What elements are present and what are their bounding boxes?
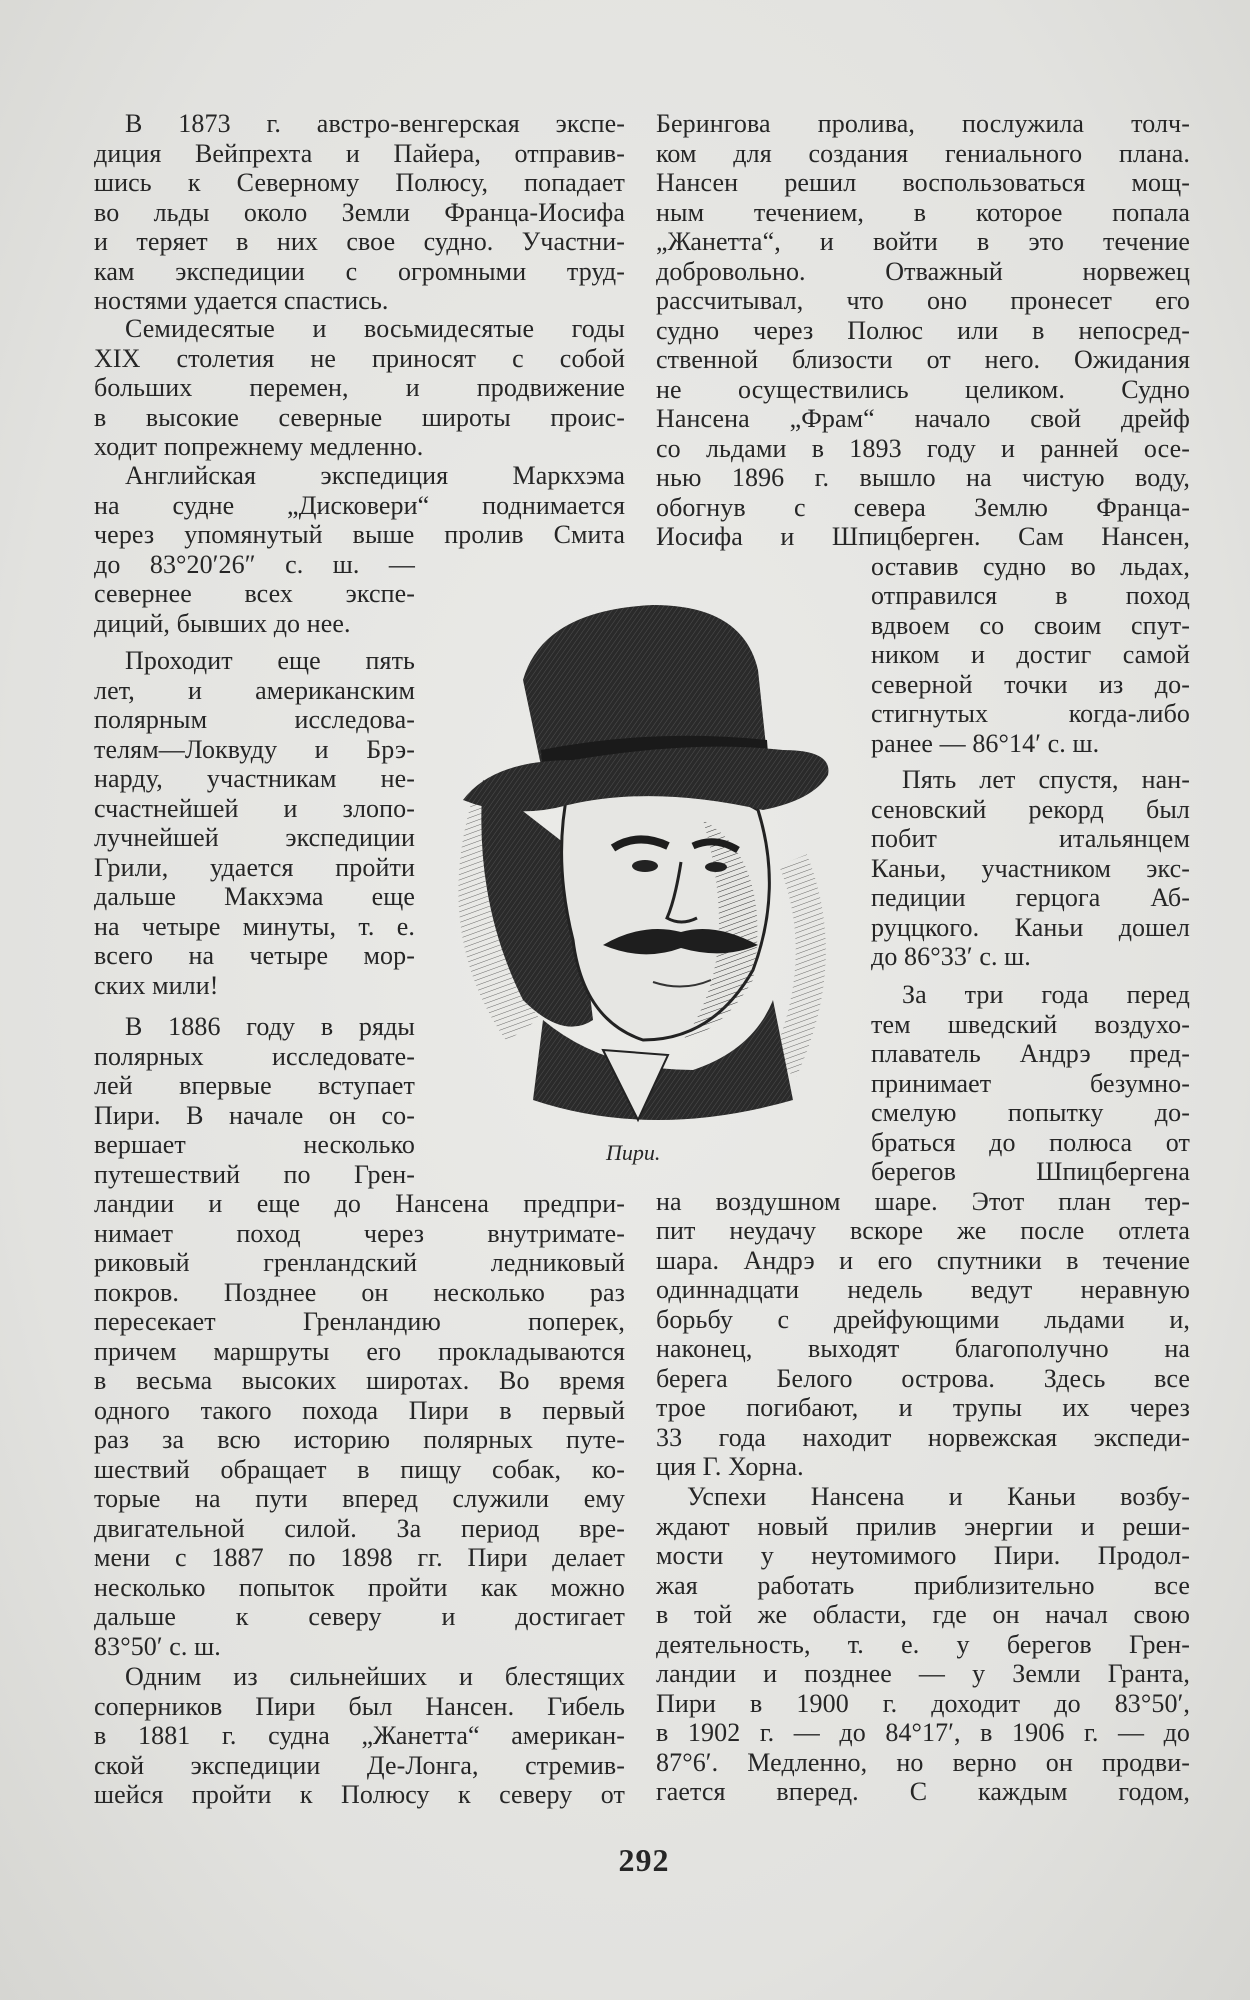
text-line: полярным исследова-	[94, 705, 415, 734]
text-line: В 1886 году в ряды	[125, 1012, 415, 1041]
text-line: диция Вейпрехта и Пайера, отправив-	[94, 138, 625, 168]
text-line: на четыре минуты, т. е.	[94, 911, 415, 941]
text-line: ждают новый прилив энергии и реши-	[656, 1511, 1190, 1541]
text-line: ходит попрежнему медленно.	[94, 432, 424, 461]
text-line: в 1902 г. — до 84°17′, в 1906 г. — до	[656, 1718, 1190, 1747]
text-line: ской экспедиции Де-Лонга, стремив-	[94, 1750, 625, 1780]
text-line: дальше Макхэма еще	[94, 882, 415, 911]
text-line: Семидесятые и восьмидесятые годы	[125, 314, 625, 343]
text-line: руццкого. Каньи дошел	[871, 912, 1190, 942]
text-line: раз за всю историю полярных путе-	[94, 1425, 625, 1454]
text-line: шейся пройти к Полюсу к северу от	[94, 1780, 625, 1809]
text-line: Пять лет спустя, нан-	[902, 765, 1190, 794]
text-line: ником и достиг самой	[871, 640, 1190, 669]
text-line: За три года перед	[902, 980, 1190, 1009]
text-line: не осуществились целиком. Судно	[656, 374, 1190, 404]
text-line: телям—Локвуду и Брэ-	[94, 734, 415, 764]
illustration-caption: Пири.	[606, 1140, 661, 1165]
text-line: берега Белого острова. Здесь все	[656, 1363, 1190, 1393]
text-line: ным течением, в которое попала	[656, 197, 1190, 227]
text-line: Иосифа и Шпицберген. Сам Нансен,	[656, 522, 1190, 551]
text-line: Грили, удается пройти	[94, 852, 415, 882]
portrait-illustration	[453, 600, 838, 1140]
text-line: Берингова пролива, послужила толч-	[656, 109, 1190, 138]
text-line: до 83°20′26″ с. ш. —	[94, 549, 415, 579]
text-line: борьбу с дрейфующими льдами и,	[656, 1304, 1190, 1334]
text-line: XIX столетия не приносят с собой	[94, 343, 625, 373]
text-line: Проходит еще пять	[125, 646, 415, 675]
text-line: принимает безумно-	[871, 1068, 1190, 1098]
text-line: ственной близости от него. Ожидания	[656, 345, 1190, 374]
text-line: Нансена „Фрам“ начало свой дрейф	[656, 404, 1190, 433]
text-line: лет, и американским	[94, 675, 415, 705]
text-line: пит неудачу вскоре же после отлета	[656, 1216, 1190, 1245]
text-line: обогнув с севера Землю Франца-	[656, 492, 1190, 522]
text-line: Пири. В начале он со-	[94, 1100, 415, 1130]
text-line: севернее всех экспе-	[94, 579, 415, 608]
text-line: стигнутых когда-либо	[871, 699, 1190, 728]
text-line: двигательной силой. За период вре-	[94, 1513, 625, 1543]
text-line: шара. Андрэ и его спутники в течение	[656, 1245, 1190, 1275]
text-line: пересекает Гренландию поперек,	[94, 1307, 625, 1336]
text-line: гается вперед. С каждым годом,	[656, 1777, 1190, 1806]
text-line: риковый гренландский ледниковый	[94, 1248, 625, 1277]
text-line: рассчитывал, что оно пронесет его	[656, 286, 1190, 315]
text-line: Нансен решил воспользоваться мощ-	[656, 168, 1190, 197]
text-line: смелую попытку до-	[871, 1098, 1190, 1127]
text-line: ком для создания гениального плана.	[656, 138, 1190, 168]
text-line: всего на четыре мор-	[94, 941, 415, 970]
text-line: 33 года находит норвежская экспеди-	[656, 1422, 1190, 1452]
text-line: вершает несколько	[94, 1130, 415, 1159]
text-line: ранее — 86°14′ с. ш.	[871, 728, 1100, 758]
text-line: на судне „Дисковери“ поднимается	[94, 490, 625, 520]
text-line: судно через Полюс или в непосред-	[656, 315, 1190, 345]
page-number: 292	[618, 1842, 670, 1878]
text-line: торые на пути вперед служили ему	[94, 1484, 625, 1513]
text-line: мости у неутомимого Пири. Продол-	[656, 1541, 1190, 1570]
text-line: на воздушном шаре. Этот план тер-	[656, 1186, 1190, 1216]
text-line: 83°50′ с. ш.	[94, 1631, 221, 1661]
text-line: одного такого похода Пири в первый	[94, 1395, 625, 1425]
text-line: причем маршруты его прокладываются	[94, 1336, 625, 1366]
text-line: отправился в поход	[871, 581, 1190, 610]
text-line: Успехи Нансена и Каньи возбу-	[687, 1482, 1190, 1511]
text-line: шись к Северному Полюсу, попадает	[94, 168, 625, 197]
text-line: покров. Позднее он несколько раз	[94, 1277, 625, 1307]
text-line: тем шведский воздухо-	[871, 1009, 1190, 1039]
text-line: В 1873 г. австро-венгерская экспе-	[125, 109, 625, 138]
text-line: плаватель Андрэ пред-	[871, 1039, 1190, 1068]
text-line: педиции герцога Аб-	[871, 883, 1190, 912]
text-line: диций, бывших до нее.	[94, 608, 351, 638]
text-line: нарду, участникам не-	[94, 764, 415, 793]
text-line: через упомянутый выше пролив Смита	[94, 520, 625, 549]
text-line: лучнейшей экспедиции	[94, 823, 415, 852]
text-line: в высокие северные широты проис-	[94, 402, 625, 432]
text-line: мени с 1887 по 1898 гг. Пири делает	[94, 1543, 625, 1572]
text-line: ских мили!	[94, 970, 219, 1000]
text-line: несколько попыток пройти как можно	[94, 1572, 625, 1602]
text-line: во льды около Земли Франца-Иосифа	[94, 197, 625, 227]
text-line: больших перемен, и продвижение	[94, 373, 625, 402]
text-line: лей впервые вступает	[94, 1071, 415, 1100]
text-line: шествий обращает в пищу собак, ко-	[94, 1454, 625, 1484]
text-line: Английская экспедиция Маркхэма	[125, 461, 625, 490]
text-line: Одним из сильнейших и блестящих	[125, 1662, 625, 1691]
text-line: побит итальянцем	[871, 824, 1190, 853]
text-line: дальше к северу и достигает	[94, 1602, 625, 1631]
text-line: Каньи, участником экс-	[871, 853, 1190, 883]
text-line: полярных исследовате-	[94, 1041, 415, 1071]
text-line: северной точки из до-	[871, 669, 1190, 699]
text-line: в 1881 г. судна „Жанетта“ американ-	[94, 1721, 625, 1750]
text-line: „Жанетта“, и войти в это течение	[656, 227, 1190, 256]
text-line: в весьма высоких широтах. Во время	[94, 1366, 625, 1395]
text-line: со льдами в 1893 году и ранней осе-	[656, 433, 1190, 463]
text-line: ция Г. Хорна.	[656, 1452, 804, 1481]
text-line: ностями удается спастись.	[94, 286, 389, 315]
text-line: вдвоем со своим спут-	[871, 610, 1190, 640]
text-line: 87°6′. Медленно, но верно он продви-	[656, 1747, 1190, 1777]
text-line: и теряет в них свое судно. Участни-	[94, 227, 625, 256]
text-line: ландии и позднее — у Земли Гранта,	[656, 1659, 1190, 1688]
text-line: до 86°33′ с. ш.	[871, 942, 1031, 971]
text-line: нью 1896 г. вышло на чистую воду,	[656, 463, 1190, 492]
text-line: соперников Пири был Нансен. Гибель	[94, 1691, 625, 1721]
text-line: жая работать приблизительно все	[656, 1570, 1190, 1600]
text-line: нимает поход через внутримате-	[94, 1218, 625, 1248]
text-line: ландии и еще до Нансена предпри-	[94, 1189, 625, 1218]
text-line: счастнейшей и злопо-	[94, 793, 415, 823]
text-line: трое погибают, и трупы их через	[656, 1393, 1190, 1422]
text-line: Пири в 1900 г. доходит до 83°50′,	[656, 1688, 1190, 1718]
text-line: сеновский рекорд был	[871, 794, 1190, 824]
text-line: одиннадцати недель ведут неравную	[656, 1275, 1190, 1304]
text-line: деятельность, т. е. у берегов Грен-	[656, 1629, 1190, 1659]
text-line: в той же области, где он начал свою	[656, 1600, 1190, 1629]
text-line: кам экспедиции с огромными труд-	[94, 256, 625, 286]
text-line: наконец, выходят благополучно на	[656, 1334, 1190, 1363]
text-line: берегов Шпицбергена	[871, 1157, 1190, 1186]
text-line: путешествий по Грен-	[94, 1159, 415, 1189]
text-line: оставив судно во льдах,	[871, 551, 1190, 581]
text-line: добровольно. Отважный норвежец	[656, 256, 1190, 286]
text-line: браться до полюса от	[871, 1127, 1190, 1157]
